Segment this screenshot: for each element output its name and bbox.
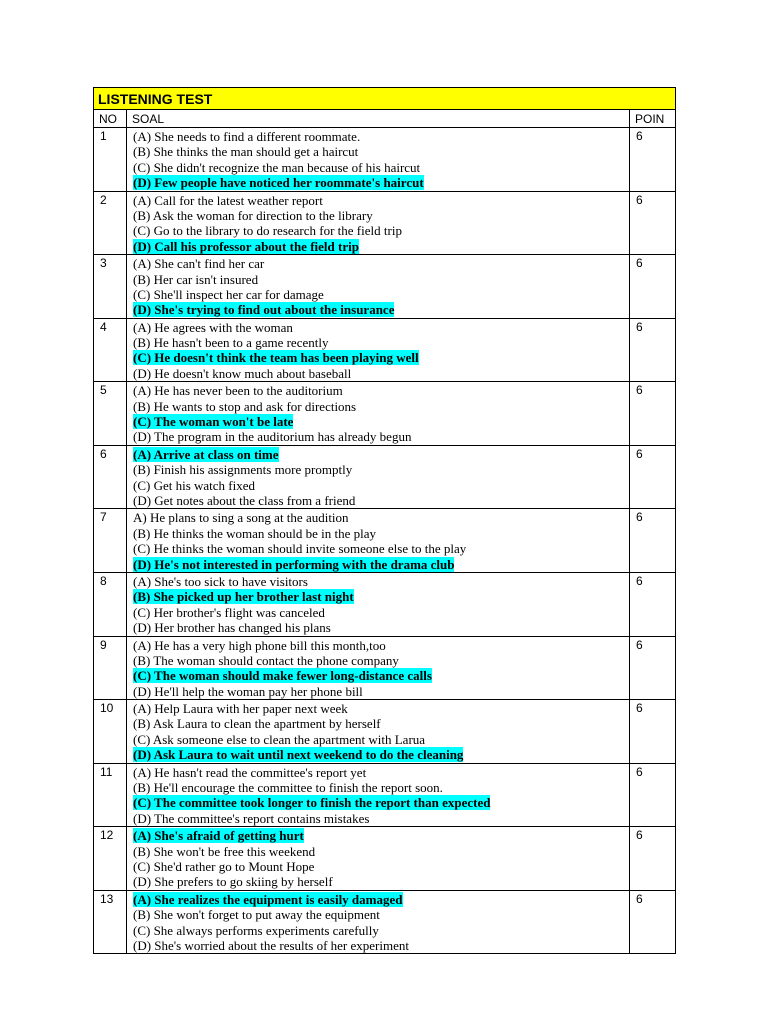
question-row — [94, 445, 676, 509]
option-text: (B) The woman should contact the phone company — [133, 652, 399, 668]
question-points: 6 — [630, 509, 676, 573]
answer-option — [133, 620, 629, 635]
answer-option — [133, 780, 629, 795]
answer-option — [133, 684, 629, 699]
question-row — [94, 382, 676, 446]
question-row — [94, 890, 676, 954]
header-no: NO — [94, 110, 127, 128]
question-row — [94, 827, 676, 891]
option-text: (B) Finish his assignments more promptly — [133, 462, 353, 478]
option-text: (A) He agrees with the woman — [133, 319, 293, 335]
answer-option — [133, 129, 629, 144]
question-options — [127, 763, 630, 827]
question-points: 6 — [630, 445, 676, 509]
answer-option — [133, 574, 629, 589]
option-text: (A) She realizes the equipment is easily damaged — [133, 891, 403, 907]
answer-option — [133, 844, 629, 859]
option-text: (A) She can't find her car — [133, 256, 265, 272]
answer-option — [133, 493, 629, 508]
option-text: (C) Go to the library to do research for the field trip — [133, 223, 402, 239]
correct-answer-option — [133, 589, 629, 604]
question-row — [94, 700, 676, 764]
question-points: 6 — [630, 700, 676, 764]
question-row — [94, 509, 676, 573]
answer-option — [133, 510, 629, 525]
question-options — [127, 827, 630, 891]
header-row — [94, 110, 676, 128]
correct-answer-option — [133, 302, 629, 317]
answer-option — [133, 193, 629, 208]
option-text: (D) Call his professor about the field trip — [133, 238, 359, 254]
option-text: (C) He doesn't think the team has been playing well — [133, 350, 419, 366]
answer-option — [133, 701, 629, 716]
option-text: (A) She needs to find a different roommate. — [133, 129, 361, 144]
answer-option — [133, 605, 629, 620]
correct-answer-option — [133, 747, 629, 762]
option-text: (C) The woman won't be late — [133, 414, 294, 430]
question-number: 13 — [94, 890, 127, 954]
question-points: 6 — [630, 827, 676, 891]
question-options — [127, 128, 630, 192]
correct-answer-option — [133, 350, 629, 365]
answer-option — [133, 923, 629, 938]
option-text: (C) Ask someone else to clean the apartment with Larua — [133, 731, 426, 747]
question-options — [127, 572, 630, 636]
header-poin: POIN — [630, 110, 676, 128]
option-text: (C) Her brother's flight was canceled — [133, 604, 325, 620]
option-text: (A) Help Laura with her paper next week — [133, 701, 348, 717]
correct-answer-option — [133, 892, 629, 907]
question-points: 6 — [630, 128, 676, 192]
option-text: (C) The woman should make fewer long-distance calls — [133, 668, 432, 684]
answer-option — [133, 638, 629, 653]
question-row — [94, 763, 676, 827]
answer-option — [133, 653, 629, 668]
answer-option — [133, 526, 629, 541]
question-number: 10 — [94, 700, 127, 764]
option-text: (B) She won't forget to put away the equipment — [133, 907, 380, 923]
option-text: (B) He wants to stop and ask for directions — [133, 398, 357, 414]
question-row — [94, 318, 676, 382]
correct-answer-option — [133, 668, 629, 683]
option-text: (A) He hasn't read the committee's report yet — [133, 764, 367, 780]
question-points: 6 — [630, 255, 676, 319]
question-points: 6 — [630, 191, 676, 255]
correct-answer-option — [133, 795, 629, 810]
answer-option — [133, 938, 629, 953]
answer-option — [133, 716, 629, 731]
answer-option — [133, 366, 629, 381]
option-text: (B) Her car isn't insured — [133, 271, 259, 287]
answer-option — [133, 208, 629, 223]
option-text: (B) She picked up her brother last night — [133, 589, 354, 605]
question-points: 6 — [630, 763, 676, 827]
question-points: 6 — [630, 318, 676, 382]
question-points: 6 — [630, 636, 676, 700]
option-text: (D) The program in the auditorium has already begun — [133, 429, 412, 445]
option-text: (D) She's trying to find out about the insurance — [133, 302, 395, 318]
option-text: (A) He has a very high phone bill this month,too — [133, 637, 386, 653]
option-text: (C) He thinks the woman should invite someone else to the play — [133, 541, 467, 557]
listening-test-table — [93, 87, 676, 954]
option-text: (B) She won't be free this weekend — [133, 843, 316, 859]
option-text: (B) Ask the woman for direction to the library — [133, 207, 373, 223]
answer-option — [133, 478, 629, 493]
option-text: (D) She prefers to go skiing by herself — [133, 874, 333, 890]
option-text: (D) He doesn't know much about baseball — [133, 365, 352, 381]
question-points: 6 — [630, 890, 676, 954]
option-text: (C) Get his watch fixed — [133, 477, 256, 493]
answer-option — [133, 287, 629, 302]
question-row — [94, 128, 676, 192]
title-row — [94, 88, 676, 110]
question-points: 6 — [630, 572, 676, 636]
option-text: (D) The committee's report contains mistakes — [133, 810, 370, 826]
option-text: (B) He thinks the woman should be in the play — [133, 525, 376, 541]
question-number: 3 — [94, 255, 127, 319]
answer-option — [133, 541, 629, 556]
answer-option — [133, 160, 629, 175]
question-number: 1 — [94, 128, 127, 192]
question-options — [127, 445, 630, 509]
question-row — [94, 191, 676, 255]
question-number: 5 — [94, 382, 127, 446]
page-title: LISTENING TEST — [94, 88, 676, 110]
option-text: (D) Ask Laura to wait until next weekend to do the cleaning — [133, 747, 464, 763]
option-text: (B) He hasn't been to a game recently — [133, 335, 329, 351]
question-row — [94, 572, 676, 636]
header-soal: SOAL — [127, 110, 630, 128]
option-text: (C) She'll inspect her car for damage — [133, 286, 324, 302]
question-number: 11 — [94, 763, 127, 827]
answer-option — [133, 811, 629, 826]
option-text: (D) He's not interested in performing with the drama club — [133, 556, 455, 572]
option-text: (B) She thinks the man should get a haircut — [133, 144, 359, 160]
option-text: (A) She's afraid of getting hurt — [133, 828, 304, 844]
question-number: 8 — [94, 572, 127, 636]
question-options — [127, 191, 630, 255]
answer-option — [133, 335, 629, 350]
option-text: (C) She always performs experiments carefully — [133, 922, 379, 938]
correct-answer-option — [133, 414, 629, 429]
question-options — [127, 509, 630, 573]
answer-option — [133, 272, 629, 287]
question-options — [127, 700, 630, 764]
option-text: (C) The committee took longer to finish the report than expected — [133, 795, 491, 811]
option-text: (D) He'll help the woman pay her phone bill — [133, 683, 363, 699]
option-text: (D) Her brother has changed his plans — [133, 620, 331, 636]
answer-option — [133, 144, 629, 159]
option-text: (A) She's too sick to have visitors — [133, 573, 308, 589]
question-number: 2 — [94, 191, 127, 255]
question-number: 12 — [94, 827, 127, 891]
option-text: (A) He has never been to the auditorium — [133, 383, 343, 399]
option-text: (B) He'll encourage the committee to finish the report soon. — [133, 780, 443, 796]
answer-option — [133, 256, 629, 271]
option-text: A) He plans to sing a song at the audition — [133, 510, 349, 526]
question-options — [127, 382, 630, 446]
answer-option — [133, 223, 629, 238]
answer-option — [133, 399, 629, 414]
question-options — [127, 318, 630, 382]
answer-option — [133, 429, 629, 444]
option-text: (D) Few people have noticed her roommate's haircut — [133, 175, 424, 191]
option-text: (D) She's worried about the results of her experiment — [133, 937, 409, 953]
question-number: 9 — [94, 636, 127, 700]
correct-answer-option — [133, 175, 629, 190]
option-text: (C) She didn't recognize the man because of his haircut — [133, 159, 421, 175]
correct-answer-option — [133, 239, 629, 254]
answer-option — [133, 874, 629, 889]
question-options — [127, 890, 630, 954]
question-number: 7 — [94, 509, 127, 573]
correct-answer-option — [133, 447, 629, 462]
option-text: (C) She'd rather go to Mount Hope — [133, 858, 315, 874]
option-text: (D) Get notes about the class from a friend — [133, 492, 356, 508]
question-options — [127, 255, 630, 319]
answer-option — [133, 907, 629, 922]
question-options — [127, 636, 630, 700]
table-body — [94, 88, 676, 954]
option-text: (A) Arrive at class on time — [133, 446, 279, 462]
question-points: 6 — [630, 382, 676, 446]
correct-answer-option — [133, 828, 629, 843]
answer-option — [133, 320, 629, 335]
answer-option — [133, 462, 629, 477]
answer-option — [133, 859, 629, 874]
option-text: (A) Call for the latest weather report — [133, 192, 323, 208]
answer-option — [133, 383, 629, 398]
question-row — [94, 255, 676, 319]
answer-option — [133, 732, 629, 747]
answer-option — [133, 765, 629, 780]
option-text: (B) Ask Laura to clean the apartment by herself — [133, 716, 381, 732]
question-number: 6 — [94, 445, 127, 509]
question-number: 4 — [94, 318, 127, 382]
question-row — [94, 636, 676, 700]
correct-answer-option — [133, 557, 629, 572]
